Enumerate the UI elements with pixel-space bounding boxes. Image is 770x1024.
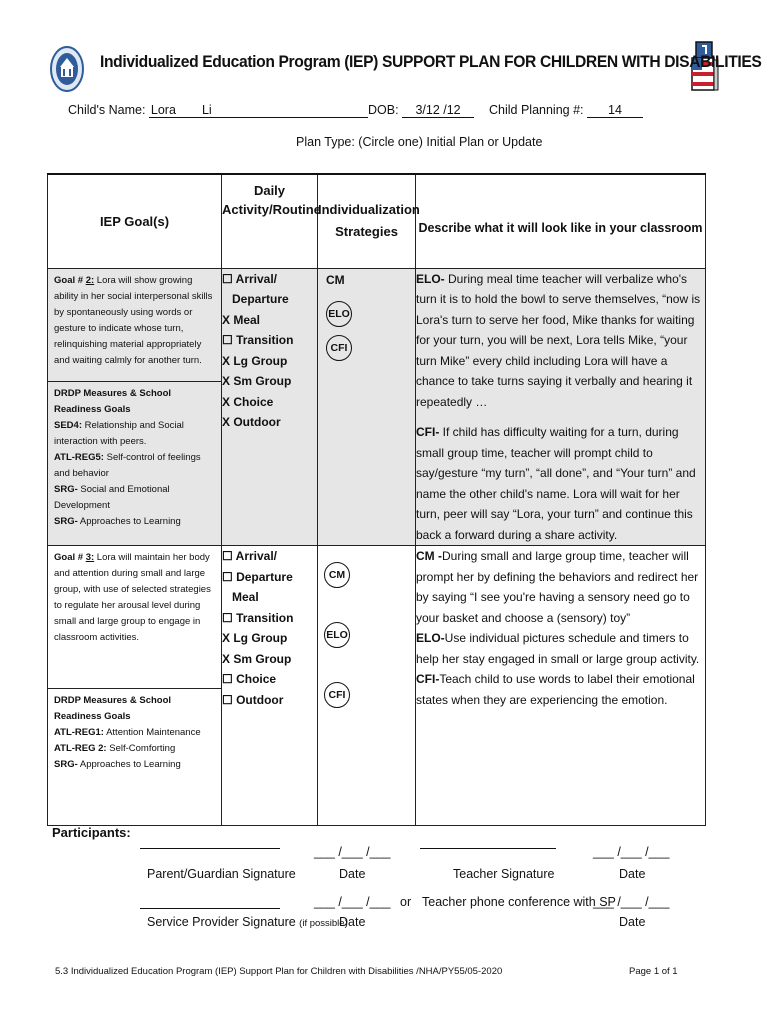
describe-3 xyxy=(416,546,706,826)
activity-item[interactable]: X Sm Group xyxy=(222,374,292,388)
goal-2-number: 2: xyxy=(85,274,95,286)
measure-code: ATL-REG1: xyxy=(54,727,104,738)
goal-2-prefix: Goal # xyxy=(54,274,86,286)
strategy-cfi-circled xyxy=(324,682,409,708)
measures-3-title: DRDP Measures & School Readiness Goals xyxy=(54,695,172,722)
measures-3 xyxy=(48,689,221,773)
measure-text: Social and Emotional Development xyxy=(54,483,170,511)
measure-text: Approaches to Learning xyxy=(77,515,181,527)
goal-3-body: Lora will maintain her body and attention during small and large group, with use of selected strategies to regulate her arousal level during small and large group to engage in classroom activities. xyxy=(54,552,211,643)
describe-paragraph xyxy=(416,546,705,628)
measure-code: SRG- xyxy=(54,759,78,770)
footer-page-number: Page 1 of 1 xyxy=(629,966,678,977)
strategies-3 xyxy=(318,546,416,826)
measures-2 xyxy=(48,382,221,530)
describe-lead: ELO- xyxy=(416,631,445,645)
strategy-elo: ELO xyxy=(324,622,350,648)
activity-item[interactable]: X Lg Group xyxy=(222,353,288,368)
parent-signature-line[interactable] xyxy=(140,848,280,849)
measure-text: Relationship and Social interaction with peers. xyxy=(54,419,184,447)
iep-goals-table xyxy=(47,173,706,826)
measure-text: Self-control of feelings and behavior xyxy=(54,451,201,479)
strategy-cm-circled xyxy=(324,562,409,588)
goal-2-body: Lora will show growing ability in her social interpersonal skills by spontaneously using words or gesture to indicate whose turn, relinquishing material appropriately and waiting calmly for another turn. xyxy=(54,274,213,366)
describe-text: During meal time teacher will verbalize who's turn it is to hold the bowl to serve themselves, “now is Lora's turn to serve her food, Mike thanks for waiting for your turn, you will be next, Lora tells Mike, “your turn Mike” every child including Lora will have a chance to take turns saying it verbally and hearing it repeatedly … xyxy=(416,271,701,409)
strategy-elo: ELO xyxy=(326,301,352,327)
measure-text: Attention Maintenance xyxy=(103,727,201,738)
teacher-signature-label: Teacher Signature xyxy=(453,867,555,881)
parent-date-label: Date xyxy=(339,867,366,881)
goal-3-prefix: Goal # xyxy=(54,552,86,563)
child-planning-field xyxy=(489,103,643,118)
header-describe: Describe what it will look like in your classroom xyxy=(416,174,706,268)
phone-date-label: Date xyxy=(619,915,646,929)
service-provider-note: (if possible) xyxy=(299,918,348,929)
measure-item xyxy=(54,514,215,530)
describe-lead: ELO- xyxy=(416,271,445,286)
header-daily-activity: Daily Activity/Routine xyxy=(222,174,318,268)
strategy-cm: CM xyxy=(326,272,345,287)
activity-item[interactable]: X Meal xyxy=(222,312,261,327)
table-header-row xyxy=(48,174,706,268)
activities-2 xyxy=(222,268,318,546)
teacher-date-label: Date xyxy=(619,867,646,881)
phone-date-blank[interactable]: ___ /___ /___ xyxy=(593,895,670,909)
page-title: Individualized Education Program (IEP) SUPPORT PLAN FOR CHILDREN WITH DISABILITIES xyxy=(100,52,762,71)
measure-code: SED4: xyxy=(54,419,82,431)
goal-cell-2 xyxy=(48,268,222,546)
header-iep-goals: IEP Goal(s) xyxy=(48,174,222,268)
activity-item[interactable]: X Lg Group xyxy=(222,631,288,645)
teacher-signature-line[interactable] xyxy=(420,848,556,849)
parent-signature-label: Parent/Guardian Signature xyxy=(147,867,296,881)
describe-2 xyxy=(416,268,706,546)
activity-item[interactable]: ☐ Arrival/ xyxy=(222,549,278,563)
parent-date-blank[interactable]: ___ /___ /___ xyxy=(314,845,391,859)
measure-text: Self-Comforting xyxy=(106,743,176,754)
goal-3-number: 3: xyxy=(85,552,95,563)
activity-item[interactable]: X Sm Group xyxy=(222,651,292,666)
childs-name-value xyxy=(149,103,368,118)
strategy-elo-circled xyxy=(326,301,407,327)
describe-text: During small and large group time, teacher will prompt her by defining the behaviors and redirect her by saying “I see you're having a sensory need go to your basket and choose a (sensory) toy” xyxy=(416,549,699,625)
describe-paragraph xyxy=(416,422,705,545)
describe-text: Teach child to use words to label their emotional states when they are experiencing the emotion. xyxy=(416,672,695,707)
describe-paragraph xyxy=(416,669,705,710)
activity-item[interactable]: Meal xyxy=(232,590,259,604)
activities-3 xyxy=(222,546,318,826)
service-provider-text: Service Provider Signature xyxy=(147,915,296,929)
goal-3-text xyxy=(48,546,221,646)
activity-item[interactable]: ☐ Transition xyxy=(222,610,294,625)
strategy-cfi: CFI xyxy=(324,682,350,708)
describe-lead: CFI- xyxy=(416,672,440,686)
measures-2-title: DRDP Measures & School Readiness Goals xyxy=(54,387,172,415)
activity-item[interactable]: ☐ Transition xyxy=(222,333,294,347)
measure-item xyxy=(54,482,215,514)
participants-label: Participants: xyxy=(52,825,131,840)
measure-item xyxy=(54,418,215,450)
measure-code: SRG- xyxy=(54,515,78,527)
measure-item xyxy=(54,741,215,757)
measure-code: ATL-REG 2: xyxy=(54,743,107,754)
dob-label: DOB: xyxy=(368,103,399,117)
dob-value: 3/12 /12 xyxy=(402,103,474,118)
describe-lead: CFI- xyxy=(416,425,440,439)
measure-item xyxy=(54,725,215,741)
activity-item[interactable]: Departure xyxy=(232,292,289,306)
activity-item[interactable]: X Outdoor xyxy=(222,415,281,429)
strategies-2 xyxy=(318,268,416,546)
or-label: or xyxy=(400,895,412,909)
teacher-date-blank[interactable]: ___ /___ /___ xyxy=(593,845,670,859)
describe-paragraph xyxy=(416,628,705,669)
child-planning-value: 14 xyxy=(587,103,643,118)
goal-2-text xyxy=(48,269,221,369)
service-provider-label xyxy=(147,915,348,929)
agency-seal-logo xyxy=(50,45,84,93)
describe-text: Use individual pictures schedule and timers to help her stay engaged in small or large group activity. xyxy=(416,631,700,666)
strategy-cfi-circled xyxy=(326,335,407,361)
measure-code: SRG- xyxy=(54,483,78,495)
dob-field xyxy=(368,103,474,118)
strategy-elo-circled xyxy=(324,622,409,648)
strategy-cfi: CFI xyxy=(326,335,352,361)
childs-first-name: Lora xyxy=(150,103,176,117)
service-date-label: Date xyxy=(339,915,366,929)
measure-item xyxy=(54,450,215,482)
service-provider-signature-line[interactable] xyxy=(140,908,280,909)
header-strategies: Individualization Strategies xyxy=(318,174,416,268)
measure-code: ATL-REG5: xyxy=(54,451,104,463)
describe-lead: CM - xyxy=(416,549,442,563)
goal-description-2 xyxy=(48,269,221,382)
activity-item[interactable]: ☐ Arrival/ xyxy=(222,271,278,286)
activity-item[interactable]: X Choice xyxy=(222,394,274,409)
goal-row-3 xyxy=(48,546,706,826)
measure-text: Approaches to Learning xyxy=(77,759,181,770)
service-date-blank[interactable]: ___ /___ /___ xyxy=(314,895,391,909)
activity-item[interactable]: ☐ Choice xyxy=(222,672,277,686)
measure-item xyxy=(54,757,215,773)
childs-name-field xyxy=(68,103,368,118)
describe-text: If child has difficulty waiting for a turn, during small group time, teacher will prompt child to say/gesture “my turn”, “all done”, and “Your turn” and name the other child's name. Lora will wait for her turn, peer will say “Lora, your turn” and continue this back a forward during a share activity. xyxy=(416,425,696,542)
strategy-cm: CM xyxy=(324,562,350,588)
footer-document-id: 5.3 Individualized Education Program (IEP) Support Plan for Children with Disabilities /NHA/PY55/05-2020 xyxy=(55,966,503,977)
childs-last-name: Li xyxy=(201,103,212,117)
phone-conference-label: Teacher phone conference with SP xyxy=(422,895,616,909)
plan-type: Plan Type: (Circle one) Initial Plan or Update xyxy=(296,135,543,149)
describe-paragraph xyxy=(416,269,705,413)
goal-cell-3 xyxy=(48,546,222,826)
childs-name-label: Child's Name: xyxy=(68,103,146,117)
goal-description-3 xyxy=(48,546,221,689)
child-planning-label: Child Planning #: xyxy=(489,103,584,117)
activity-item[interactable]: ☐ Outdoor xyxy=(222,692,284,707)
activity-item[interactable]: ☐ Departure xyxy=(222,569,293,584)
goal-row-2 xyxy=(48,268,706,546)
